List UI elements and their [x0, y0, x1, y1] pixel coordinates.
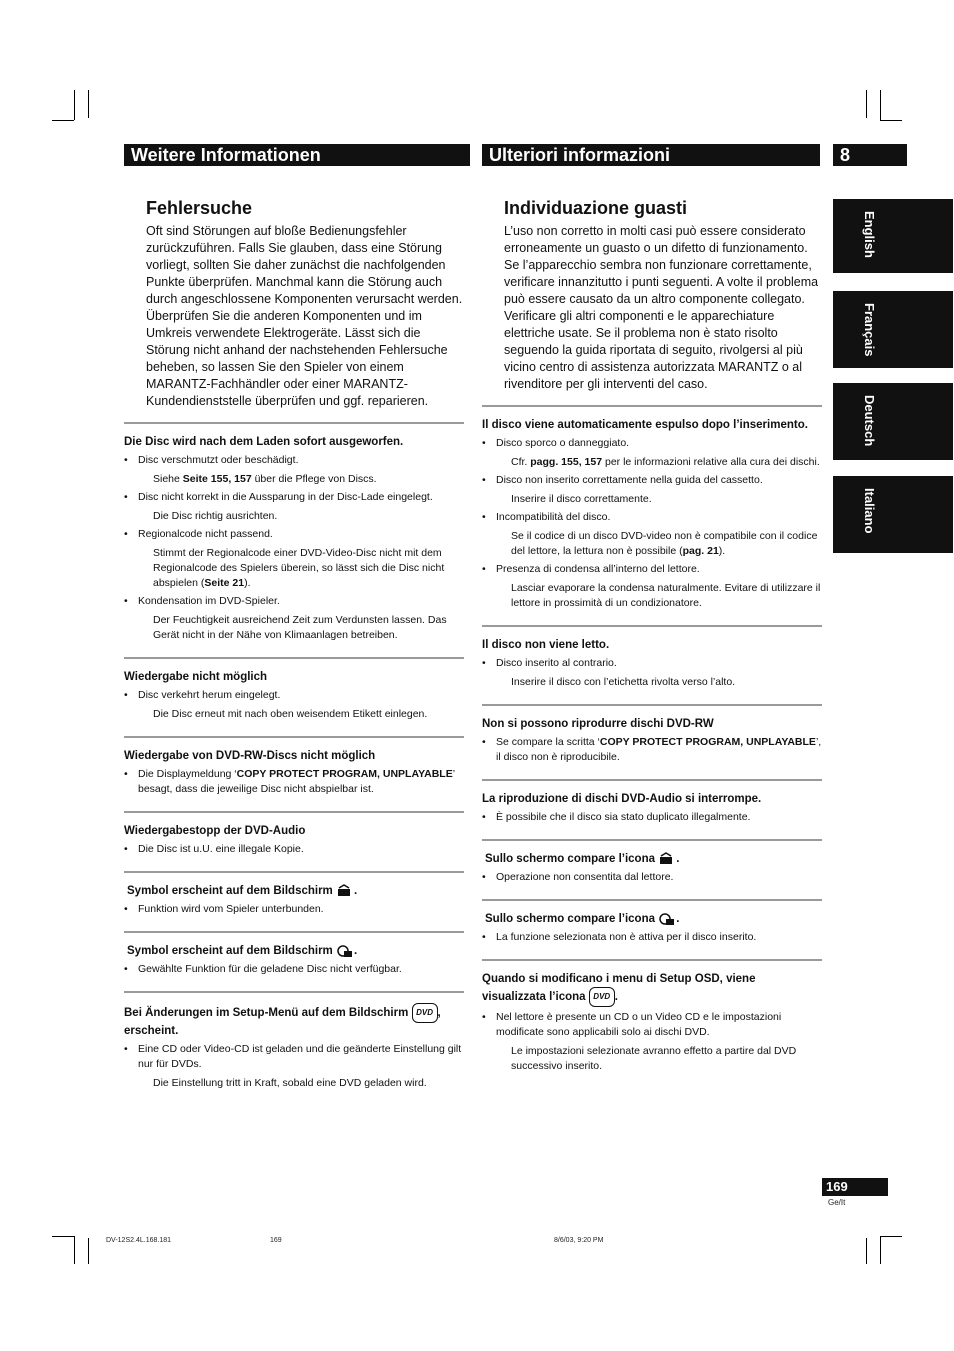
tab-deutsch-label: Deutsch	[862, 395, 877, 447]
it-s1-b4: • Presenza di condensa all’interno del lettore.	[482, 562, 822, 577]
de-intro: Oft sind Störungen auf bloße Bedienungsfehler zurückzuführen. Falls Sie glauben, dass eine Störung vorliegt, sollten Sie daher zunächst die nachfolgenden Punkte überprüfen. Manchmal kann die Störung auch durch angeschlossene Komponenten verursacht werden. Überprüfen Sie die anderen Komponenten und im Umkreis verwendete Elektrogeräte. Lässt sich die Störung nicht anhand der nachstehenden Fehlersuche beheben, so lassen Sie den Spieler von einem MARANTZ-Fachhändler oder einer MARANTZ-Kundendienststelle überprüfen und ggf. reparieren.	[146, 224, 463, 408]
de-s5-title-row: Symbol erscheint auf dem Bildschirm .	[127, 885, 358, 897]
de-s3-b1: • Die Displaymeldung ‘COPY PROTECT PROGRAM, UNPLAYABLE’ besagt, dass die jeweilige Disc nicht abspielbar ist.	[124, 767, 464, 797]
tab-francais[interactable]	[833, 291, 953, 368]
de-s7-title: Bei Änderungen im Setup-Menü auf dem Bildschirm DVD , erscheint.	[124, 1003, 464, 1039]
it-s3-b1: • Se compare la scritta ‘COPY PROTECT PROGRAM, UNPLAYABLE’, il disco non è riproducibile.	[482, 735, 822, 765]
it-s5-title: Sullo schermo compare l’icona	[485, 853, 655, 865]
it-s4-b1: • È possibile che il disco sia stato duplicato illegalmente.	[482, 810, 822, 825]
it-s2-b1: • Disco inserito al contrario.	[482, 656, 822, 671]
de-s7-b1: • Eine CD oder Video-CD ist geladen und die geänderte Einstellung gilt nur für DVDs.	[124, 1042, 464, 1072]
de-s7-b1-sub: Die Einstellung tritt in Kraft, sobald eine DVD geladen wird.	[153, 1077, 427, 1089]
it-s2-b1-sub: Inserire il disco con l’etichetta rivolta verso l’alto.	[511, 676, 736, 688]
it-s6-title-row: Sullo schermo compare l’icona .	[485, 913, 680, 925]
header-left-title-bar	[124, 144, 470, 166]
it-s1-b2: • Disco non inserito correttamente nella guida del cassetto.	[482, 473, 822, 488]
de-s3-title: Wiedergabe von DVD-RW-Discs nicht möglich	[124, 750, 376, 762]
de-s4-title: Wiedergabestopp der DVD-Audio	[124, 825, 306, 837]
dvd-icon: DVD	[589, 987, 615, 1007]
de-s6-b1: • Gewählte Funktion für die geladene Disc nicht verfügbar.	[124, 962, 464, 977]
it-section-title: Individuazione guasti	[504, 198, 688, 218]
de-s1-title: Die Disc wird nach dem Laden sofort ausgeworfen.	[124, 436, 404, 448]
de-s1-b3-sub: Stimmt der Regionalcode einer DVD-Video-Disc nicht mit dem Regionalcode des Spielers überein, so lässt sich die Disc nicht abspielen (Seite 21).	[153, 547, 445, 589]
footer-page: 169	[270, 1237, 282, 1244]
de-s2-b1-sub: Die Disc erneut mit nach oben weisendem Etikett einlegen.	[153, 708, 428, 720]
header-right-title: Ulteriori informazioni	[489, 145, 671, 165]
de-s5-b1: • Funktion wird vom Spieler unterbunden.	[124, 902, 464, 917]
tab-deutsch[interactable]	[833, 383, 953, 460]
it-s6-b1: • La funzione selezionata non è attiva per il disco inserito.	[482, 930, 822, 945]
it-s7-b1: • Nel lettore è presente un CD o un Video CD e le impostazioni modificate sono applicabili solo ai dischi DVD.	[482, 1010, 822, 1040]
disc-prohibited-icon	[336, 944, 354, 958]
it-s1-b3-sub: Se il codice di un disco DVD-video non è compatibile con il codice del lettore, la lettura non è possibile (pag. 21).	[511, 530, 818, 557]
de-s1-b4-sub: Der Feuchtigkeit ausreichend Zeit zum Verdunsten lassen. Das Gerät nicht in der Nähe von Klimaanlagen betreiben.	[153, 614, 447, 641]
italian-column	[482, 198, 822, 1074]
de-s2-b1: • Disc verkehrt herum eingelegt.	[124, 688, 464, 703]
it-s1-b3: • Incompatibilità del disco.	[482, 510, 822, 525]
footer-file: DV-12S2.4L.168.181	[106, 1237, 171, 1244]
chapter-badge	[833, 144, 907, 166]
it-s1-b4-sub: Lasciar evaporare la condensa naturalmente. Evitare di utilizzare il lettore in prossimità di un condizionatore.	[511, 582, 821, 609]
it-intro: L’uso non corretto in molti casi può essere considerato erroneamente un guasto o un difetto di funzionamento. Se l’apparecchio sembra non funzionare correttamente, verificare innanzitutto i punti seguenti. A volte il problema può essere causato da un altro componente collegato. Verificare gli altri componenti e le apparechiature elettriche usate. Se il problema non è stato risolto seguendo la guida riportata di seguito, rivolgersi al più vicino centro di assistenza autorizzata MARANTZ o al rivenditore per gli interventi del caso.	[504, 224, 819, 391]
page-number: 169	[822, 1178, 888, 1196]
tab-francais-label: Français	[862, 303, 877, 357]
tab-italiano[interactable]	[833, 476, 953, 553]
it-s7-b1-sub: Le impostazioni selezionate avranno effetto a partire dal DVD successivo inserito.	[511, 1045, 797, 1072]
it-s1-b1: • Disco sporco o danneggiato.	[482, 436, 822, 451]
de-s4-b1: • Die Disc ist u.U. eine illegale Kopie.	[124, 842, 464, 857]
prohibited-icon	[658, 852, 676, 866]
de-s5-title: Symbol erscheint auf dem Bildschirm	[127, 885, 333, 897]
header-right-title-bar	[482, 144, 820, 166]
page-code: Ge/It	[828, 1198, 846, 1207]
header-left-title: Weitere Informationen	[131, 145, 321, 165]
it-s5-title-row: Sullo schermo compare l’icona .	[485, 853, 680, 865]
tab-english-label: English	[862, 211, 877, 258]
it-s1-b2-sub: Inserire il disco correttamente.	[511, 493, 652, 505]
it-s5-b1: • Operazione non consentita dal lettore.	[482, 870, 822, 885]
de-s2-title: Wiedergabe nicht möglich	[124, 671, 268, 683]
de-section-title: Fehlersuche	[146, 198, 253, 218]
disc-prohibited-icon	[658, 912, 676, 926]
tab-english[interactable]	[833, 199, 953, 273]
de-s1-b3: • Regionalcode nicht passend.	[124, 527, 464, 542]
it-s7-title: Quando si modificano i menu di Setup OSD, viene visualizzata l’icona DVD .	[482, 971, 822, 1007]
it-s6-title: Sullo schermo compare l’icona	[485, 913, 655, 925]
tab-italiano-label: Italiano	[862, 488, 877, 534]
de-s1-b2-sub: Die Disc richtig ausrichten.	[153, 510, 278, 522]
it-s3-title: Non si possono riprodurre dischi DVD-RW	[482, 718, 714, 730]
it-s1-title: Il disco viene automaticamente espulso dopo l’inserimento.	[482, 419, 808, 431]
it-s4-title: La riproduzione di dischi DVD-Audio si interrompe.	[482, 793, 762, 805]
de-s1-b4: • Kondensation im DVD-Spieler.	[124, 594, 464, 609]
it-s2-title: Il disco non viene letto.	[482, 639, 610, 651]
de-s6-title: Symbol erscheint auf dem Bildschirm	[127, 945, 333, 957]
it-s1-b1-sub: Cfr. pagg. 155, 157 per le informazioni relative alla cura dei dischi.	[511, 456, 820, 468]
german-column	[124, 198, 464, 1091]
de-s1-b2: • Disc nicht korrekt in die Aussparung in der Disc-Lade eingelegt.	[124, 490, 464, 505]
footer-date: 8/6/03, 9:20 PM	[554, 1237, 604, 1244]
de-s1-b1-sub: Siehe Seite 155, 157 über die Pflege von Discs.	[153, 473, 377, 485]
dvd-icon: DVD	[412, 1003, 438, 1023]
chapter-number: 8	[840, 145, 851, 165]
de-s6-title-row: Symbol erscheint auf dem Bildschirm .	[127, 945, 358, 957]
de-s1-b1: • Disc verschmutzt oder beschädigt.	[124, 453, 464, 468]
prohibited-icon	[336, 884, 354, 898]
